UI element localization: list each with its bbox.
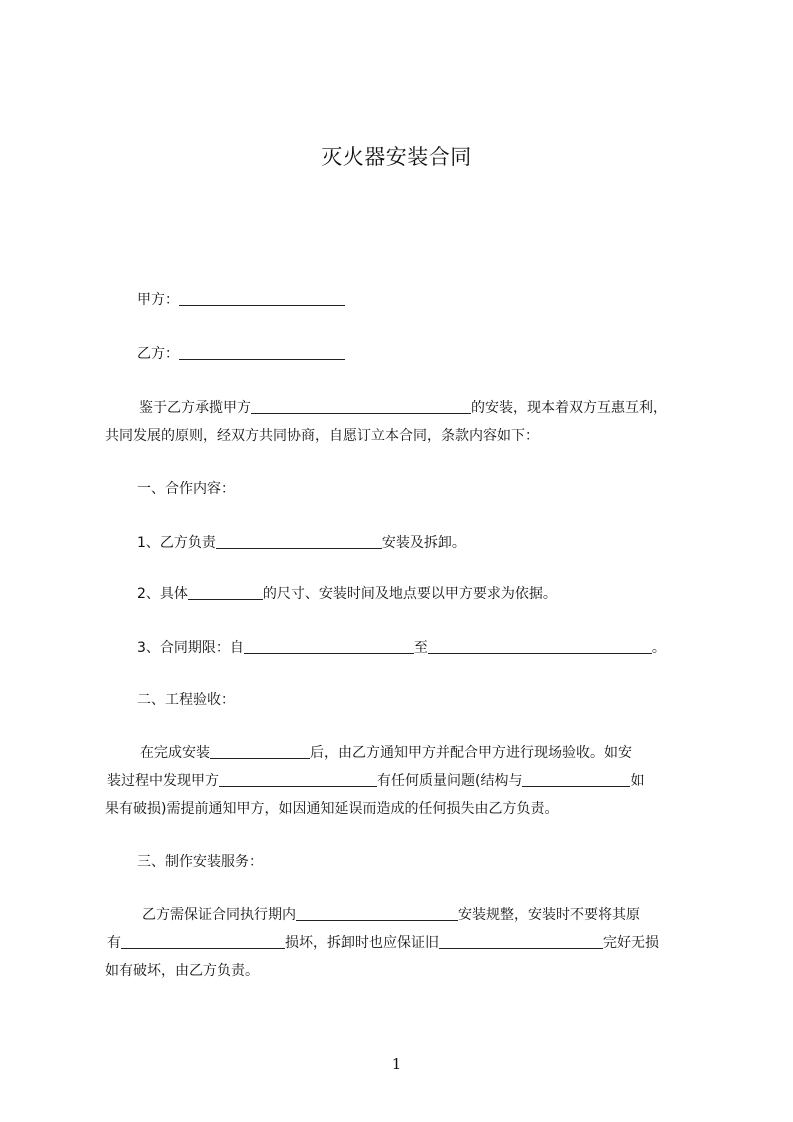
s3-text-2c: 完好无损: [603, 935, 659, 951]
intro-text-2: 的安装，现本着双方互惠互利，: [471, 400, 667, 416]
section1-item3: [137, 638, 666, 658]
intro-blank: [251, 399, 471, 414]
item1-blank: [216, 534, 382, 549]
item3-blank-start: [244, 639, 414, 654]
s2-text-1b: 后，由乙方通知甲方并配合甲方进行现场验收。如安: [310, 745, 632, 761]
item1-text-b: 安装及拆卸。: [381, 535, 466, 551]
item1-text-a: 1、乙方负责: [137, 535, 216, 551]
section1-heading: 一、合作内容：: [137, 481, 235, 497]
party-b-blank: [179, 345, 345, 360]
party-a-blank: [179, 291, 345, 306]
intro-line-2: 共同发展的原则，经双方共同协商，自愿订立本合同，条款内容如下：: [105, 428, 539, 444]
s3-blank-2: [121, 934, 285, 949]
intro-line-1: [139, 398, 667, 418]
section3-line-3: 如有破坏，由乙方负责。: [105, 963, 259, 979]
section2-line-3: 果有破损)需提前通知甲方，如因通知延误而造成的任何损失由乙方负责。: [105, 801, 559, 817]
item2-text-a: 2、具体: [137, 586, 188, 602]
section1-item2: [137, 584, 557, 604]
section2-line-1: [140, 743, 632, 763]
section2-heading: 二、工程验收：: [137, 692, 235, 708]
section3-heading: 三、制作安装服务：: [137, 854, 263, 870]
item3-blank-end: [428, 639, 652, 654]
s3-text-1a: 乙方需保证合同执行期内: [142, 907, 296, 923]
item3-text-a: 3、合同期限：自: [137, 640, 244, 656]
s2-text-2c: 如: [630, 773, 645, 789]
page-number: 1: [391, 1055, 402, 1073]
s2-text-2b: 有任何质量问题(结构与: [377, 773, 523, 789]
s3-blank-3: [439, 934, 603, 949]
intro-text-1: 鉴于乙方承揽甲方: [139, 400, 251, 416]
party-b-line: [137, 344, 345, 364]
s3-text-1b: 安装规整，安装时不要将其原: [458, 907, 640, 923]
s2-text-2a: 装过程中发现甲方: [107, 773, 219, 789]
section1-item1: [137, 533, 466, 553]
party-b-label: 乙方：: [137, 346, 179, 362]
s2-blank-3: [522, 772, 630, 787]
s2-blank-1: [210, 744, 310, 759]
item3-text-b: 至: [413, 640, 428, 656]
s2-blank-2: [219, 772, 377, 787]
section3-line-1: [142, 905, 640, 925]
section2-line-2: [107, 771, 644, 791]
party-a-label: 甲方：: [137, 292, 179, 308]
document-title: 灭火器安装合同: [321, 145, 472, 169]
item3-text-c: 。: [651, 640, 666, 656]
section3-line-2: [107, 933, 659, 953]
s3-text-2a: 有: [107, 935, 121, 951]
s3-text-2b: 损坏，拆卸时也应保证旧: [285, 935, 439, 951]
item2-text-b: 的尺寸、安装时间及地点要以甲方要求为依据。: [262, 586, 557, 602]
s2-text-1a: 在完成安装: [140, 745, 210, 761]
party-a-line: [137, 290, 345, 310]
s3-blank-1: [296, 906, 458, 921]
item2-blank: [188, 585, 263, 600]
